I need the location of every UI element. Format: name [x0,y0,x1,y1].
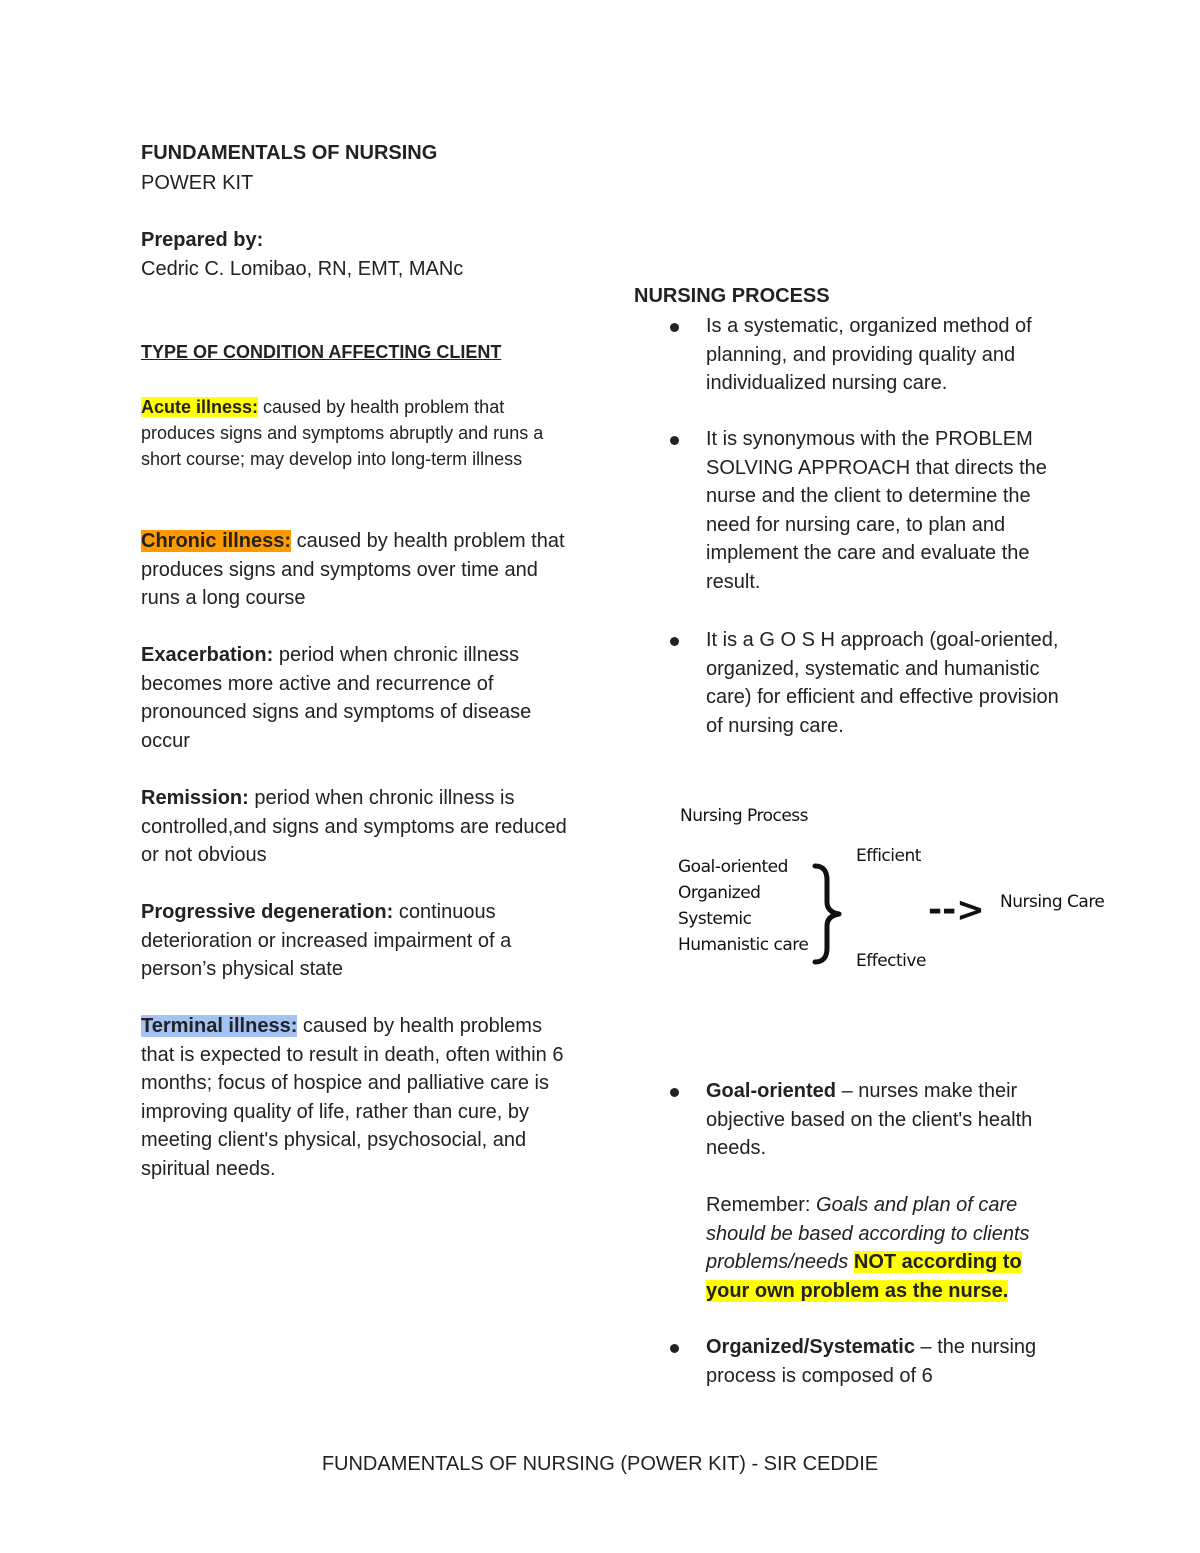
chronic-illness-definition: caused by health problem that produces signs and symptoms over time and runs a long course [141,530,565,609]
organized-systematic-entry [706,1333,1070,1390]
remission-entry [141,784,571,870]
arrow-icon: --> [928,890,985,930]
terminal-illness-term: Terminal illness: [141,1015,298,1037]
diagram-item: Goal-oriented [678,857,788,877]
diagram-result-label: Nursing Care [1000,892,1105,912]
exacerbation-definition: period when chronic illness becomes more active and recurrence of pronounced signs and symptoms of disease occur [141,644,532,752]
remember-highlight-text: NOT according to your own problem as the nurse. [706,1251,1022,1302]
remission-definition: period when chronic illness is controlled,and signs and symptoms are reduced or not obvious [141,787,567,866]
exacerbation-term: Exacerbation: [141,644,274,666]
bullet-icon [670,637,679,646]
terminal-illness-definition: caused by health problems that is expected to result in death, often within 6 months; focus of hospice and palliative care is improving quality of life, rather than cure, by meeting client's physical, psychosocial, and spiritual needs. [141,1015,564,1180]
organized-systematic-term: Organized/Systematic [706,1336,915,1358]
exacerbation-entry [141,641,571,755]
nursing-process-bullet-1: Is a systematic, organized method of planning, and providing quality and individualized nursing care. [706,315,1032,394]
goal-oriented-definition: – nurses make their objective based on the client's health needs. [706,1080,1033,1159]
diagram-item: Humanistic care [678,935,809,955]
bullet-icon [670,436,679,445]
diagram-item: Systemic [678,909,752,929]
remember-label: Remember: [706,1194,817,1216]
page-footer: FUNDAMENTALS OF NURSING (POWER KIT) - SIR CEDDIE [321,1453,879,1475]
author-name: Cedric C. Lomibao, RN, EMT, MANc [141,258,464,280]
terminal-illness-entry [141,1012,566,1183]
chronic-illness-term: Chronic illness: [141,530,292,552]
chronic-illness-entry [141,527,571,613]
prepared-by-label: Prepared by: [141,229,264,251]
list-item [670,1333,1070,1390]
remember-italic-text: Goals and plan of care should be based according to clients problems/needs [706,1194,1030,1273]
bullet-icon [670,323,679,332]
acute-illness-definition: caused by health problem that produces signs and symptoms abruptly and runs a short course; may develop into long-term illness [141,397,544,469]
diagram-title: Nursing Process [680,806,809,826]
progressive-degeneration-term: Progressive degeneration: [141,901,394,923]
document-title: FUNDAMENTALS OF NURSING [141,142,438,164]
goal-oriented-entry [706,1077,1070,1163]
brace-icon [805,860,847,968]
remission-term: Remission: [141,787,249,809]
conditions-heading: TYPE OF CONDITION AFFECTING CLIENT [141,342,502,362]
diagram-item: Organized [678,883,761,903]
bullet-icon [670,1344,679,1353]
acute-illness-entry [141,394,571,472]
goal-oriented-term: Goal-oriented [706,1080,837,1102]
remember-note [706,1191,1070,1305]
list-item [670,626,1070,740]
acute-illness-term: Acute illness: [141,397,259,417]
bullet-icon [670,1088,679,1097]
list-item [670,1077,1070,1305]
nursing-process-bullet-2: It is synonymous with the PROBLEM SOLVING APPROACH that directs the nurse and the client to determine the need for nursing care, to plan and implement the care and evaluate the result. [706,428,1047,593]
diagram-efficient-label: Efficient [856,846,921,866]
document-subtitle: POWER KIT [141,172,254,194]
progressive-degeneration-definition: continuous deterioration or increased impairment of a person’s physical state [141,901,512,980]
organized-systematic-definition: – the nursing process is composed of 6 [706,1336,1037,1387]
list-item [670,312,1070,398]
diagram-effective-label: Effective [856,951,926,971]
list-item [670,425,1070,596]
nursing-process-bullet-3: It is a G O S H approach (goal-oriented, organized, systematic and humanistic care) for efficient and effective provision of nursing care. [706,629,1059,737]
progressive-degeneration-entry [141,898,571,984]
nursing-process-heading: NURSING PROCESS [634,285,830,307]
